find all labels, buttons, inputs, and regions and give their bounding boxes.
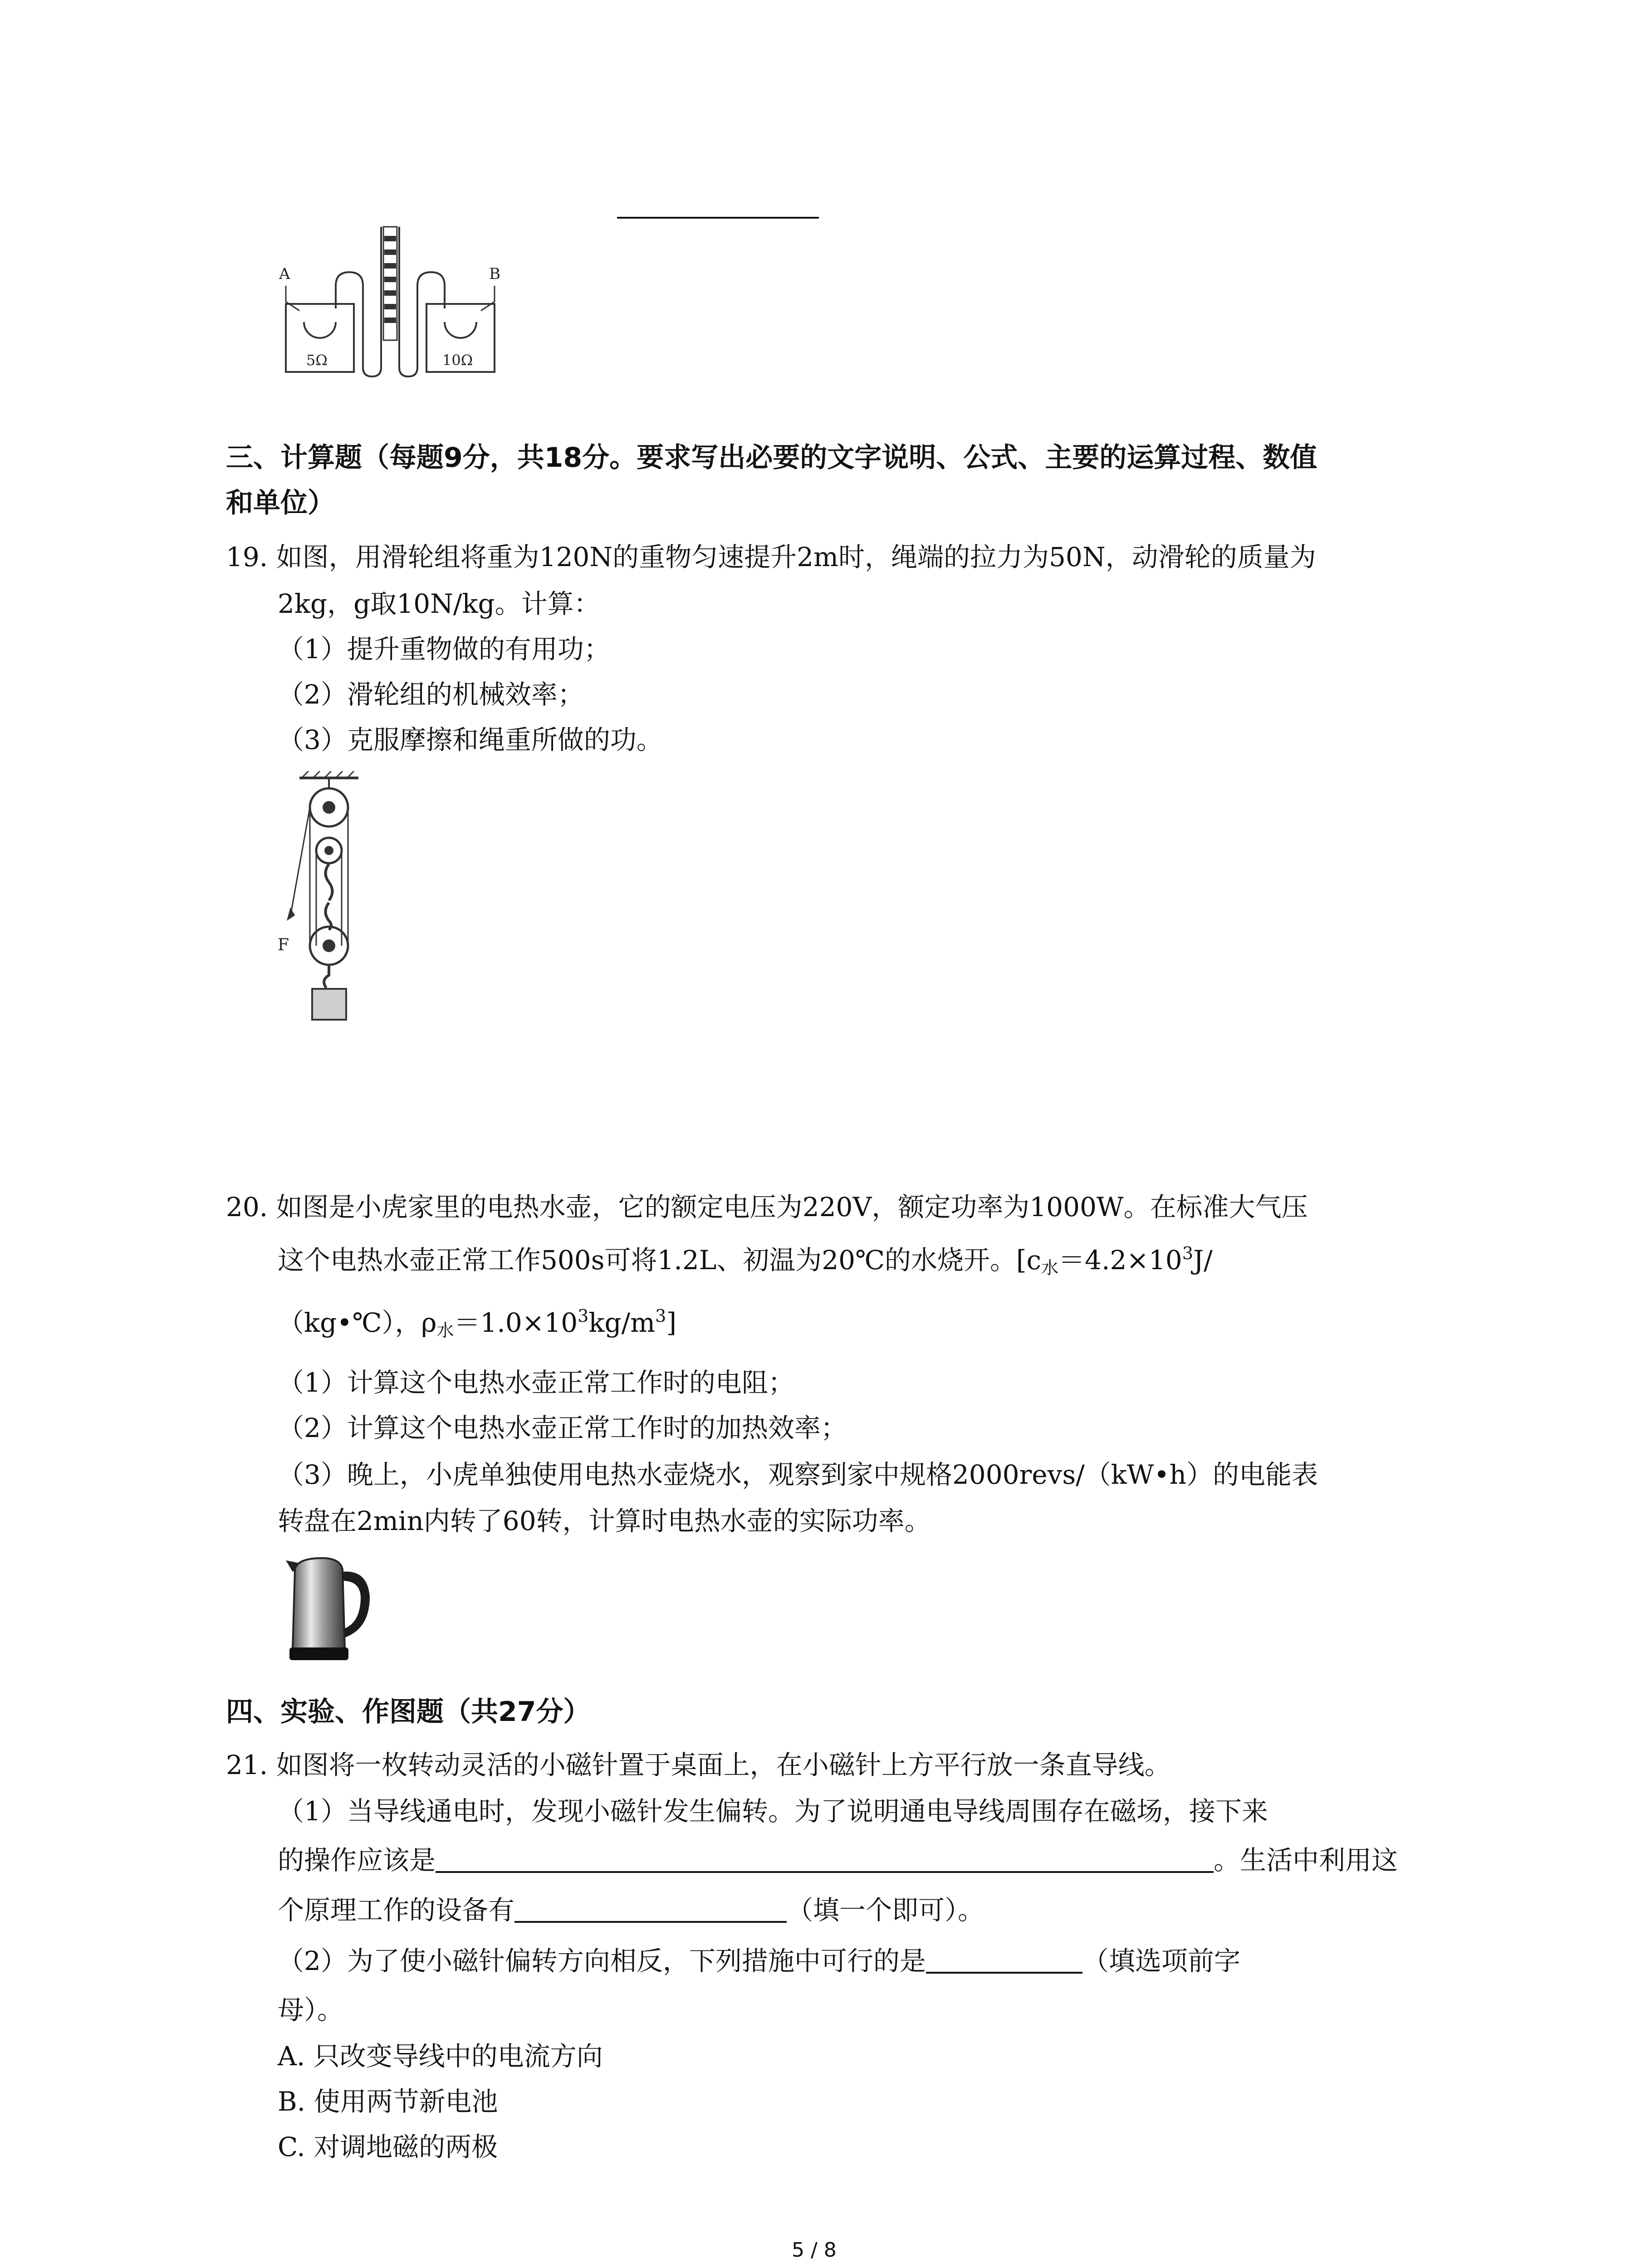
answer-blank-top[interactable] (617, 217, 819, 219)
q21-sub1-line3: 个原理工作的设备有 （填一个即可）。 (278, 1895, 985, 1926)
q21-option-b: B. 使用两节新电池 (278, 2086, 498, 2117)
resistor-right-label: 10Ω (442, 352, 473, 369)
q21-line1: 21. 如图将一枚转动灵活的小磁针置于桌面上，在小磁针上方平行放一条直导线。 (226, 1750, 1171, 1780)
answer-blank-option[interactable] (926, 1949, 1083, 1974)
q21-sub1-line2: 的操作应该是 。生活中利用这 (278, 1845, 1398, 1876)
q21-option-c: C. 对调地磁的两极 (278, 2131, 498, 2162)
section3-heading-line2: 和单位） (226, 487, 335, 519)
answer-blank-device[interactable] (514, 1898, 787, 1923)
q20-line2: 这个电热水壶正常工作500s可将1.2L、初温为20℃的水烧开。[$c_水=4.2\times 10^3J/$ (278, 1243, 1213, 1278)
q20-line3: （kg•℃），$\rho_水=1.0\times 10^3kg/m^3$] (278, 1306, 676, 1340)
q19-line1: 19. 如图，用滑轮组将重为120N的重物匀速提升2m时，绳端的拉力为50N，动滑轮的质量为 (226, 542, 1316, 572)
label-a: A (279, 265, 290, 283)
q20-sub2: （2）计算这个电热水壶正常工作时的加热效率； (278, 1413, 847, 1443)
q19-sub2: （2）滑轮组的机械效率； (278, 679, 584, 710)
q20-sub3-line2: 转盘在2min内转了60转，计算时电热水壶的实际功率。 (278, 1505, 931, 1536)
q21-sub2-line1: （2）为了使小磁针偏转方向相反，下列措施中可行的是 （填选项前字 (278, 1945, 1240, 1976)
pulley-system-figure (272, 771, 386, 1025)
q19-sub1: （1）提升重物做的有用功； (278, 634, 610, 665)
page-number: 5 / 8 (792, 2239, 837, 2262)
q21-sub2-line2: 母）。 (278, 1994, 344, 2025)
electric-kettle-figure (277, 1551, 377, 1669)
q19-line2: 2kg，g取10N/kg。计算： (278, 588, 600, 619)
q21-sub1-line1: （1）当导线通电时，发现小磁针发生偏转。为了说明通电导线周围存在磁场，接下来 (278, 1796, 1268, 1827)
u-tube-resistor-figure (272, 218, 508, 381)
q19-sub3: （3）克服摩擦和绳重所做的功。 (278, 724, 663, 755)
section4-heading: 四、实验、作图题（共27分） (226, 1696, 591, 1728)
resistor-left-label: 5Ω (306, 352, 328, 369)
force-label: F (278, 936, 289, 954)
answer-blank-operation[interactable] (436, 1848, 1214, 1873)
q20-line1: 20. 如图是小虎家里的电热水壶，它的额定电压为220V，额定功率为1000W。在标准大气压 (226, 1192, 1308, 1222)
label-b: B (489, 265, 500, 283)
q21-option-a: A. 只改变导线中的电流方向 (278, 2041, 603, 2072)
section3-heading-line1: 三、计算题（每题9分，共18分。要求写出必要的文字说明、公式、主要的运算过程、数值 (226, 442, 1318, 474)
q20-sub1: （1）计算这个电热水壶正常工作时的电阻； (278, 1367, 794, 1398)
q20-sub3-line1: （3）晚上，小虎单独使用电热水壶烧水，观察到家中规格2000revs/（kW•h）的电能表 (278, 1459, 1318, 1490)
